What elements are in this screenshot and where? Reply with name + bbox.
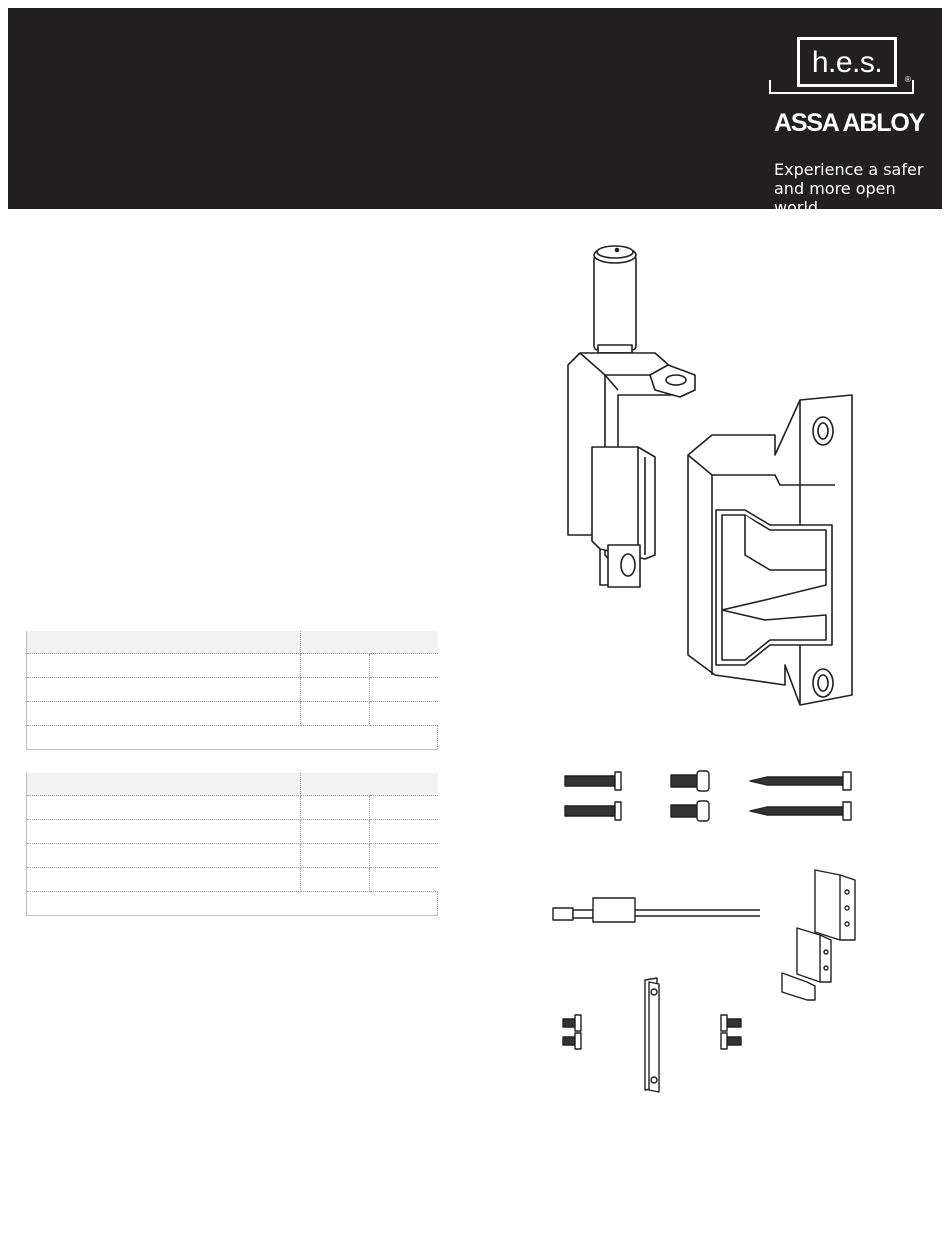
spec-table-1 [26, 631, 438, 750]
accessory-parts-illustration [545, 760, 875, 1100]
pan-head-screws-icon [671, 771, 709, 821]
table-row [27, 844, 438, 868]
tagline-line-1: Experience a safer [774, 160, 924, 179]
header-banner [8, 8, 942, 217]
tagline [774, 160, 942, 217]
table-row [27, 796, 438, 820]
electric-strike-illustration [540, 225, 880, 735]
table-row [27, 654, 438, 678]
table-row [27, 678, 438, 702]
table-row [27, 892, 438, 916]
wire-harness-icon [553, 898, 760, 922]
machine-screws-icon [565, 772, 621, 820]
logo-text: h.e.s. [811, 46, 883, 79]
brand-name: ASSA ABLOY [774, 109, 925, 137]
table-row [27, 702, 438, 726]
mounting-brackets-icon [782, 870, 855, 1000]
table-row [27, 868, 438, 892]
table-row [27, 820, 438, 844]
spec-table-2 [26, 773, 438, 916]
registered-mark: ® [905, 75, 911, 84]
wood-screws-icon [750, 772, 851, 820]
tagline-line-2: and more open world [774, 179, 896, 217]
table-row [27, 726, 438, 750]
filler-plate-icon [645, 978, 659, 1092]
